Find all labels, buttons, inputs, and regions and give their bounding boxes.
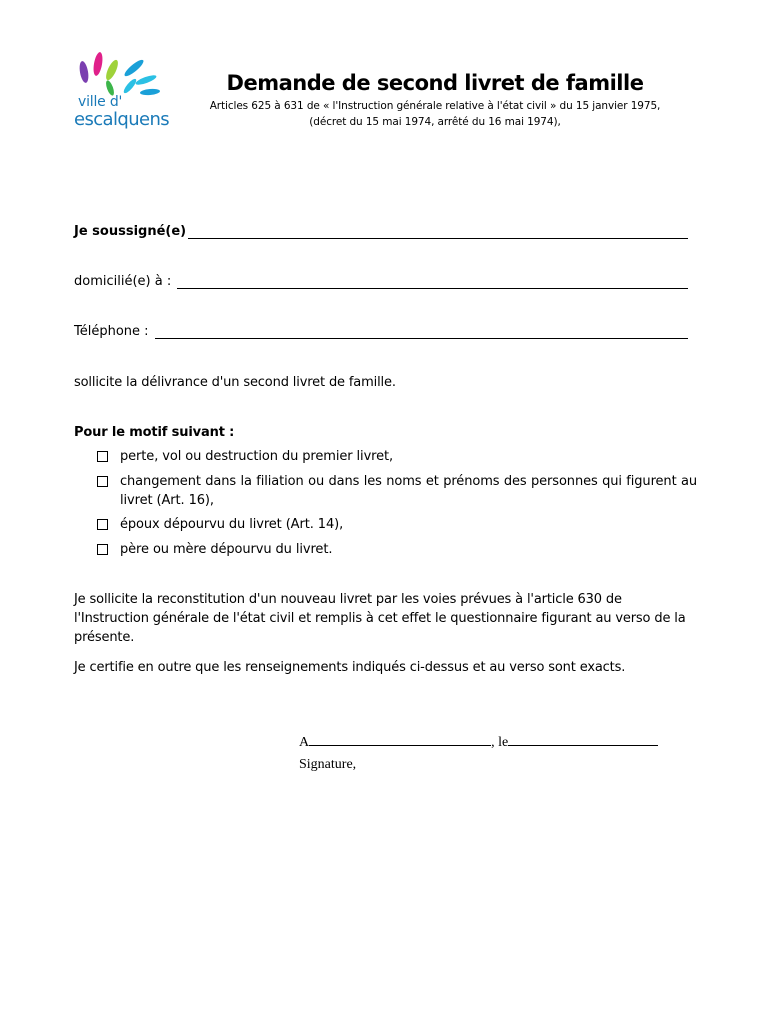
option-pere-mere[interactable] (97, 540, 697, 559)
escalquens-logo (72, 48, 182, 138)
checkbox-pere-mere[interactable] (97, 544, 108, 555)
lieu-label: A (299, 735, 310, 750)
domicile-input-line[interactable] (177, 274, 688, 289)
option-pere-mere-label: père ou mère dépourvu du livret. (120, 542, 333, 557)
page-title: Demande de second livret de famille (226, 71, 644, 95)
checkbox-changement[interactable] (97, 476, 108, 487)
logo-text-ville: ville d' (78, 94, 123, 110)
signature-label: Signature, (299, 757, 357, 772)
checkbox-perte[interactable] (97, 451, 108, 462)
lieu-input-line[interactable] (309, 733, 491, 746)
option-epoux[interactable] (97, 515, 697, 534)
domicile-label: domicilié(e) à : (74, 274, 176, 289)
reconstitution-text: Je sollicite la reconstitution d'un nouveau livret par les voies prévues à l'article 630 de l'Instruction générale de l'état civil et remplis à cet effet le questionnaire figurant au verso de la présente. (74, 592, 686, 645)
telephone-input-line[interactable] (155, 324, 688, 339)
logo-text-escalquens: escalquens (74, 109, 170, 130)
subtitle-articles: Articles 625 à 631 de « l'Instruction générale relative à l'état civil » du 15 janvier 1975, (209, 100, 661, 112)
option-perte[interactable] (97, 447, 697, 466)
date-input-line[interactable] (508, 733, 658, 746)
checkbox-epoux[interactable] (97, 519, 108, 530)
sollicite-text: sollicite la délivrance d'un second livret de famille. (74, 375, 396, 390)
option-changement-label: changement dans la filiation ou dans les noms et prénoms des personnes qui figurent au livret (Art. 16), (120, 474, 697, 508)
soussigne-label: Je soussigné(e) (74, 224, 187, 239)
telephone-label: Téléphone : (74, 324, 153, 339)
date-label: , le (491, 735, 509, 750)
subtitle-decret: (décret du 15 mai 1974, arrêté du 16 mai 1974), (309, 116, 561, 128)
lieu-date-line[interactable] (299, 733, 658, 751)
option-epoux-label: époux dépourvu du livret (Art. 14), (120, 517, 344, 532)
certifie-text: Je certifie en outre que les renseignements indiqués ci-dessus et au verso sont exacts. (74, 660, 626, 675)
option-perte-label: perte, vol ou destruction du premier livret, (120, 449, 394, 464)
option-changement[interactable] (97, 472, 697, 510)
telephone-field[interactable] (74, 324, 688, 339)
soussigne-input-line[interactable] (188, 224, 688, 239)
domicile-field[interactable] (74, 274, 688, 289)
motif-heading: Pour le motif suivant : (74, 425, 235, 440)
soussigne-field[interactable] (74, 224, 688, 239)
